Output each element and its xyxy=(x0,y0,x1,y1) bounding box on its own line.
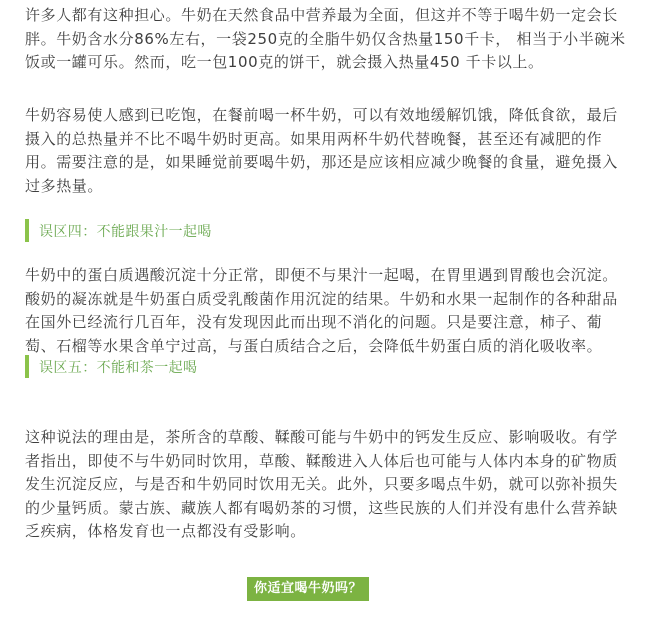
heading-accent-bar xyxy=(25,355,29,378)
paragraph-line: 胖。牛奶含水分86%左右，一袋250克的全脂牛奶仅含热量150千卡， 相当于小半碗米 xyxy=(25,29,626,48)
paragraph-line: 过多热量。 xyxy=(25,176,104,195)
paragraph-line: 摄入的总热量并不比不喝牛奶时更高。如果用两杯牛奶代替晚餐，甚至还有减肥的作 xyxy=(25,129,603,148)
paragraph-line: 在国外已经流行几百年，没有发现因此而出现不消化的问题。只是要注意，柿子、葡 xyxy=(25,313,603,331)
paragraph-line: 饭或一罐可乐。然而，吃一包100克的饼干，就会摄入热量450 千卡以上。 xyxy=(25,53,544,71)
paragraph-line: 发生沉淀反应，与是否和牛奶同时饮用无关。此外，只要多喝点牛奶，就可以弥补损失 xyxy=(25,475,618,493)
paragraph-line: 用。需要注意的是，如果睡觉前要喝牛奶，那还是应该相应减少晚餐的食量，避免摄入 xyxy=(25,153,618,171)
section-heading-text: 误区四：不能跟果汁一起喝 xyxy=(39,223,212,240)
paragraph-line: 的少量钙质。蒙古族、藏族人都有喝奶茶的习惯，这些民族的人们并没有患什么营养缺 xyxy=(25,498,618,517)
milk-suitability-button[interactable]: 你适宜喝牛奶吗？ xyxy=(247,577,369,601)
paragraph-line: 许多人都有这种担心。牛奶在天然食品中营养最为全面，但这并不等于喝牛奶一定会长 xyxy=(25,6,618,24)
paragraph-line: 萄、石榴等水果含单宁过高，与蛋白质结合之后，会降低牛奶蛋白质的消化吸收率。 xyxy=(25,336,603,355)
paragraph-tea xyxy=(25,426,618,544)
paragraph-line: 者指出，即使不与牛奶同时饮用，草酸、鞣酸进入人体后也可能与人体内本身的矿物质 xyxy=(25,451,618,470)
paragraph-weight-gain xyxy=(25,4,626,75)
section-heading-text: 误区五：不能和茶一起喝 xyxy=(39,359,198,376)
paragraph-satiety xyxy=(25,104,618,198)
paragraph-line: 牛奶容易使人感到已吃饱，在餐前喝一杯牛奶，可以有效地缓解饥饿，降低食欲，最后 xyxy=(25,106,618,124)
paragraph-line: 这种说法的理由是，茶所含的草酸、鞣酸可能与牛奶中的钙发生反应、影响吸收。有学 xyxy=(25,428,618,446)
paragraph-line: 乏疾病，体格发育也一点都没有受影响。 xyxy=(25,522,306,540)
paragraph-line: 牛奶中的蛋白质遇酸沉淀十分正常，即便不与果汁一起喝，在胃里遇到胃酸也会沉淀。 xyxy=(25,266,618,284)
paragraph-line: 酸奶的凝冻就是牛奶蛋白质受乳酸菌作用沉淀的结果。牛奶和水果一起制作的各种甜品 xyxy=(25,289,618,308)
paragraph-juice xyxy=(25,264,618,358)
section-heading-myth-4 xyxy=(25,219,212,242)
heading-accent-bar xyxy=(25,219,29,242)
section-heading-myth-5 xyxy=(25,355,197,378)
